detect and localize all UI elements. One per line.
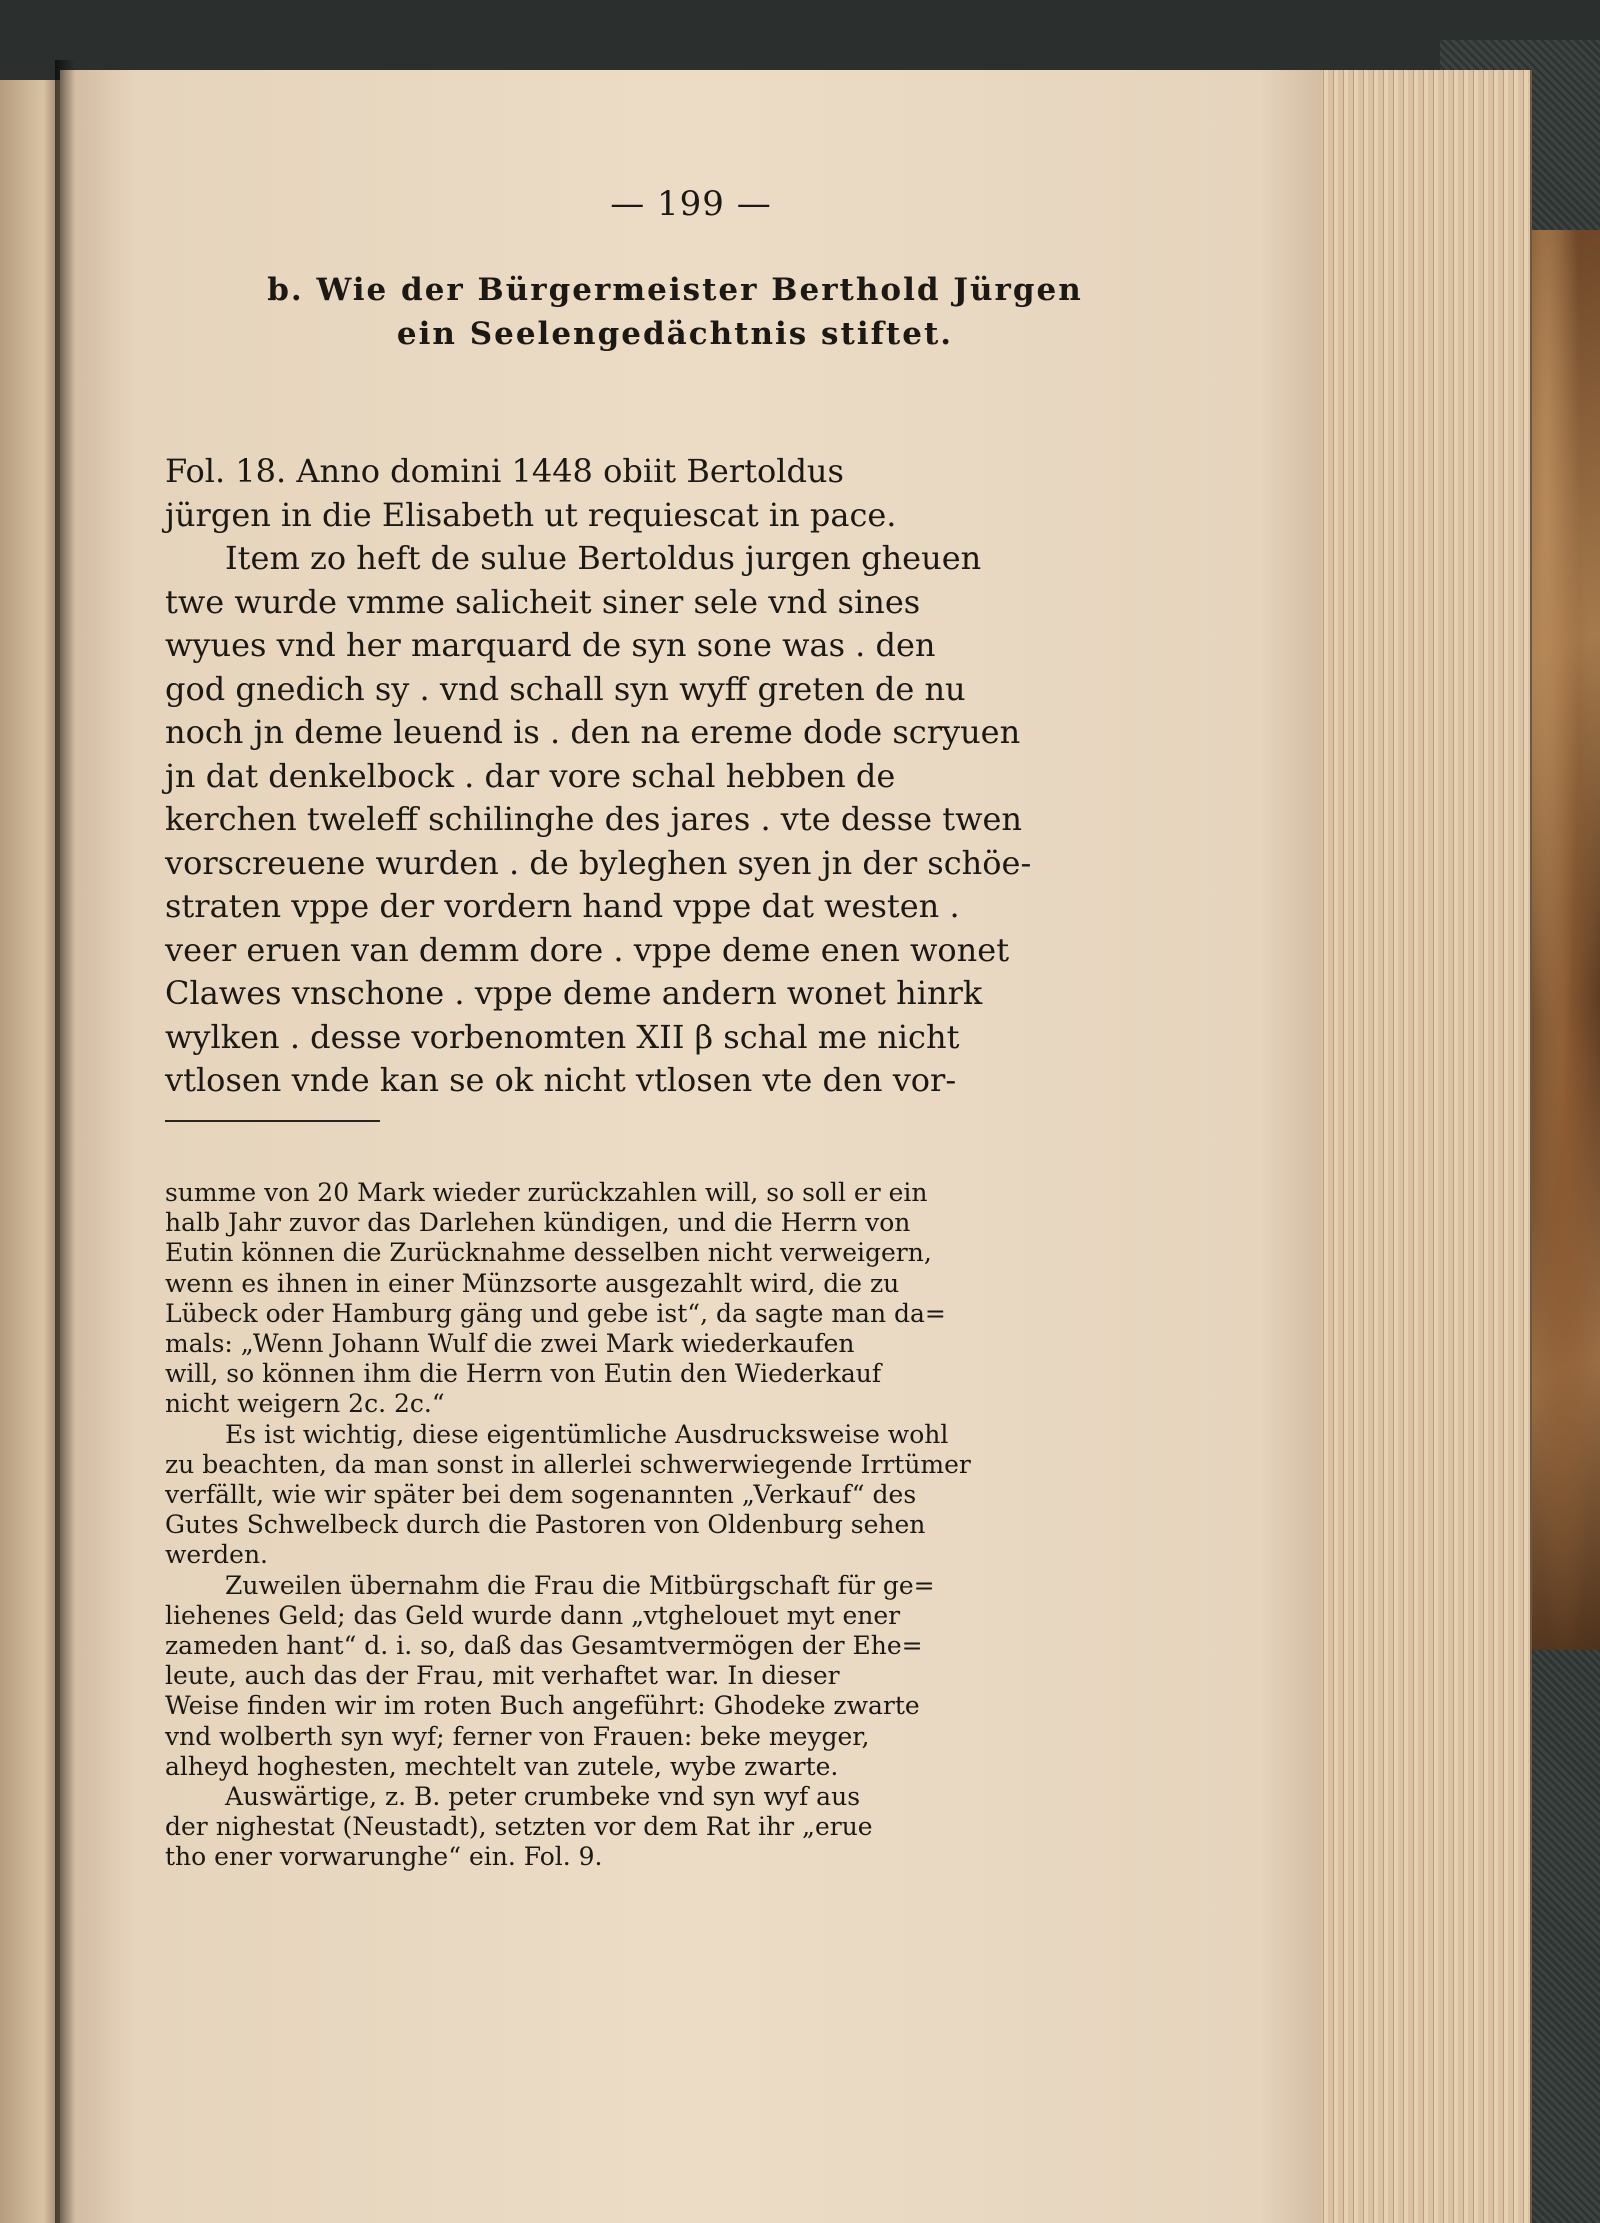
note-line: Gutes Schwelbeck durch die Pastoren von Oldenburg sehen — [165, 1510, 926, 1540]
text-line: god gnedich sy . vnd schall syn wyff greten de nu — [165, 669, 966, 708]
text-line: vtlosen vnde kan se ok nicht vtlosen vte den vor- — [165, 1061, 957, 1099]
note-line: mals: „Wenn Johann Wulf die zwei Mark wiederkaufen — [165, 1329, 855, 1359]
heading-line-2: ein Seelengedächtnis stiftet. — [396, 316, 954, 352]
heading-line-1: b. Wie der Bürgermeister Berthold Jürgen — [267, 272, 1083, 308]
note-line: der nighestat (Neustadt), setzten vor dem Rat ihr „erue — [165, 1812, 873, 1842]
note-line: alheyd hoghesten, mechtelt van zutele, wybe zwarte. — [165, 1751, 839, 1781]
note-line: werden. — [165, 1540, 268, 1570]
note-line: Weise finden wir im roten Buch angeführt: Ghodeke zwarte — [165, 1691, 920, 1721]
text-line: Clawes vnschone . vppe deme andern wonet hinrk — [165, 974, 983, 1012]
note-line: Es ist wichtig, diese eigentümliche Ausdrucksweise wohl — [225, 1419, 949, 1449]
text-line: kerchen tweleff schilinghe des jares . vte desse twen — [165, 800, 1023, 838]
text-line: jn dat denkelbock . dar vore schal hebben de — [165, 756, 896, 795]
note-line: Zuweilen übernahm die Frau die Mitbürgschaft für ge= — [225, 1570, 935, 1600]
book-page — [60, 70, 1322, 2223]
note-line: wenn es ihnen in einer Münzsorte ausgezahlt wird, die zu — [165, 1268, 900, 1298]
note-line: Lübeck oder Hamburg gäng und gebe ist“, da sagte man da= — [165, 1298, 946, 1328]
text-line: twe wurde vmme salicheit siner sele vnd sines — [165, 582, 921, 621]
text-line: Item zo heft de sulue Bertoldus jurgen gheuen — [225, 539, 982, 577]
footnote-rule — [165, 1120, 380, 1122]
text-line: noch jn deme leuend is . den na ereme dode scryuen — [165, 713, 1021, 751]
gutter-shadow — [55, 60, 75, 2223]
left-page-edge — [0, 80, 62, 2223]
note-line: zu beachten, da man sonst in allerlei schwerwiegende Irrtümer — [165, 1449, 971, 1479]
note-line: summe von 20 Mark wieder zurückzahlen will, so soll er ein — [165, 1178, 928, 1207]
note-line: Eutin können die Zurücknahme desselben nicht verweigern, — [165, 1238, 932, 1268]
page-edges — [1318, 70, 1532, 2223]
note-line: vnd wolberth syn wyf; ferner von Frauen: beke meyger, — [165, 1721, 870, 1751]
page-number: — 199 — — [610, 184, 772, 224]
note-line: will, so können ihm die Herrn von Eutin den Wiederkauf — [165, 1359, 882, 1389]
text-line: jürgen in die Elisabeth ut requiescat in pace. — [165, 495, 897, 534]
note-line: tho ener vorwarunghe“ ein. Fol. 9. — [165, 1842, 603, 1872]
text-line: vorscreuene wurden . de byleghen syen jn der schöe- — [165, 843, 1032, 882]
text-line: Fol. 18. Anno domini 1448 obiit Bertoldus — [165, 452, 844, 490]
footnote-text — [165, 1178, 1145, 1873]
note-line: liehenes Geld; das Geld wurde dann „vtghelouet myt ener — [165, 1600, 901, 1630]
note-line: halb Jahr zuvor das Darlehen kündigen, und die Herrn von — [165, 1208, 911, 1238]
main-text — [165, 450, 1145, 1103]
note-line: Auswärtige, z. B. peter crumbeke vnd syn wyf aus — [225, 1782, 861, 1812]
note-line: zameden hant“ d. i. so, daß das Gesamtvermögen der Ehe= — [165, 1631, 923, 1661]
section-heading — [210, 268, 1140, 356]
note-line: verfällt, wie wir später bei dem sogenannten „Verkauf“ des — [165, 1480, 917, 1510]
note-line: nicht weigern 2c. 2c.“ — [165, 1389, 445, 1419]
text-line: wylken . desse vorbenomten XII β schal me nicht — [165, 1017, 960, 1056]
text-line: veer eruen van demm dore . vppe deme enen wonet — [165, 930, 1010, 969]
text-line: wyues vnd her marquard de syn sone was . den — [165, 626, 936, 664]
text-line: straten vppe der vordern hand vppe dat westen . — [165, 887, 960, 925]
note-line: leute, auch das der Frau, mit verhaftet war. In dieser — [165, 1661, 840, 1691]
